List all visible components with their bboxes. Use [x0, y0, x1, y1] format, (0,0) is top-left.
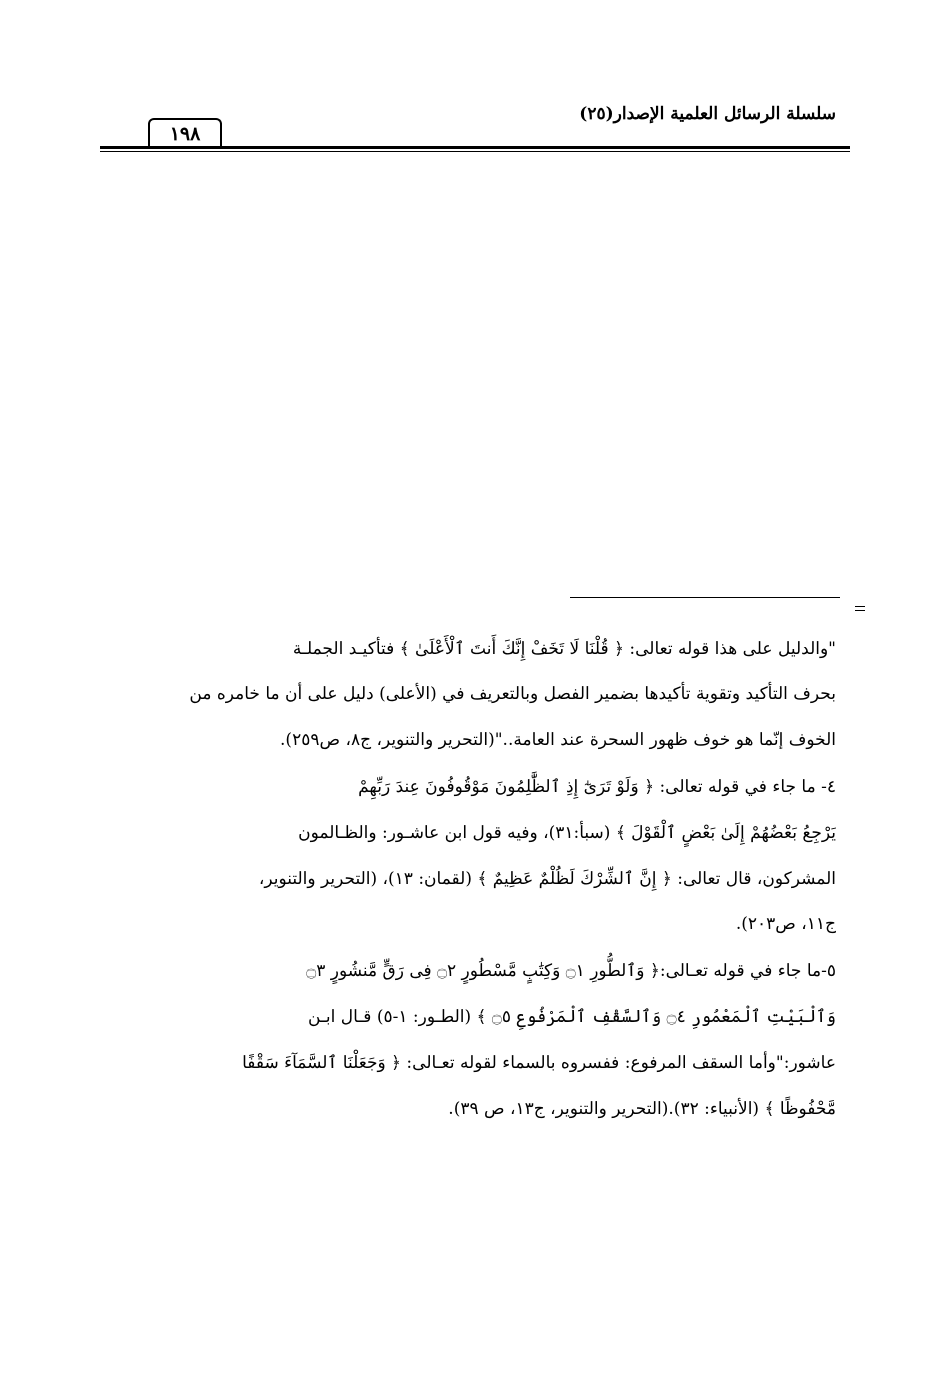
- footnote-line-10: عاشور:"وأما السقف المرفوع: ففسروه بالسماء لقوله تعـالى: ﴿ وَجَعَلْنَا ٱلسَّمَآءَ سَقْفًا: [242, 1052, 836, 1073]
- footnote-body: [100, 625, 836, 1131]
- footnote-line-2: بحرف التأكيد وتقوية تأكيدها بضمير الفصل وبالتعريف في (الأعلى) دليل على أن ما خامره من: [189, 684, 836, 704]
- footnote-line-8: ٥-ما جاء في قوله تعـالى:﴿ وَٱلطُّورِ ۝١ وَكِتَٰبٍ مَّسْطُورٍ ۝٢ فِى رَقٍّ مَّنشُورٍ ۝٣: [306, 960, 836, 981]
- footnote-line-1: "والدليل على هذا قوله تعالى: ﴿ قُلْنَا لَا تَخَفْ إِنَّكَ أَنتَ ٱلْأَعْلَىٰ ﴾ فتأكيـد الجملـة: [292, 638, 836, 659]
- page-number: ١٩٨: [148, 118, 222, 148]
- footnote-line-4: ٤- ما جاء في قوله تعالى: ﴿ وَلَوْ تَرَىٰٓ إِذِ ٱلظَّٰلِمُونَ مَوْقُوفُونَ عِندَ رَبِّهِمْ: [358, 776, 836, 797]
- footnote-mark-2: [855, 610, 865, 611]
- footnote-line-9: وَٱلْبَيْتِ ٱلْمَعْمُورِ ۝٤ وَٱلسَّقْفِ ٱلْمَرْفُوعِ ۝٥ ﴾ (الطـور: ١-٥) قـال ابـن: [308, 1006, 836, 1027]
- footnote-line-3: الخوف إنّما هو خوف ظهور السحرة عند العامة.."(التحرير والتنوير، ج٨، ص٢٥٩).: [280, 730, 836, 750]
- footnote-line-5: يَرْجِعُ بَعْضُهُمْ إِلَىٰ بَعْضٍ ٱلْقَوْلَ ﴾ (سبأ:٣١)، وفيه قول ابن عاشـور: والظـالمون: [298, 822, 836, 843]
- footnote-line-7: ج١١، ص٢٠٣).: [735, 914, 836, 934]
- header-rule-thick: [100, 146, 850, 149]
- footnote-separator: [570, 597, 840, 598]
- footnote-line-6: المشركون، قال تعالى: ﴿ إِنَّ ٱلشِّرْكَ لَظُلْمٌ عَظِيمٌ ﴾ (لقمان: ١٣)، (التحرير والتنوير،: [258, 868, 836, 889]
- footnote-line-11: مَّحْفُوظًا ﴾ (الأنبياء: ٣٢).(التحرير والتنوير، ج١٣، ص ٣٩).: [448, 1098, 836, 1119]
- series-title: سلسلة الرسائل العلمية الإصدار(٢٥): [579, 104, 836, 124]
- footnote-mark: [855, 606, 865, 607]
- header-rule-thin: [100, 151, 850, 152]
